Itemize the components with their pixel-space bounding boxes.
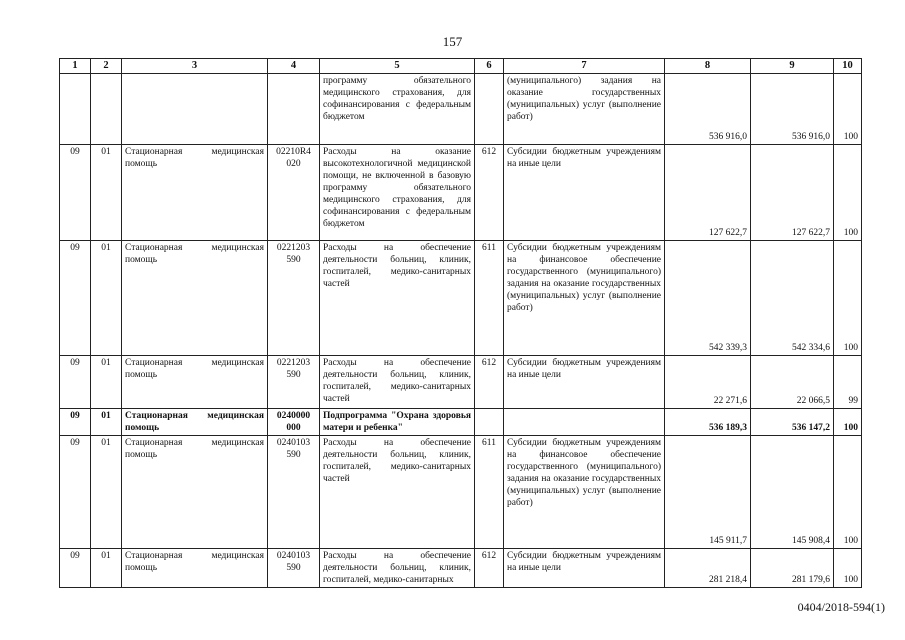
cell-expense-type: 611 bbox=[475, 436, 504, 549]
cell-target-code: 0221203 590 bbox=[268, 356, 320, 409]
table-row bbox=[60, 145, 862, 241]
cell-expense-name: Субсидии бюджетным учреждениям на иные цели bbox=[504, 549, 665, 588]
cell-subsection: 01 bbox=[91, 356, 122, 409]
cell-executed: 127 622,7 bbox=[751, 145, 834, 241]
cell-expense-type bbox=[475, 74, 504, 145]
cell-planned: 127 622,7 bbox=[665, 145, 751, 241]
cell-planned: 281 218,4 bbox=[665, 549, 751, 588]
table-row bbox=[60, 74, 862, 145]
table-row bbox=[60, 356, 862, 409]
cell-name: Стационарная медицинская помощь bbox=[122, 241, 268, 356]
cell-executed: 22 066,5 bbox=[751, 356, 834, 409]
cell-expense-name: Субсидии бюджетным учреждениям на финансовое обеспечение государственного (муниципального) задания на оказание государственных (муниципальных) услуг (выполнение работ) bbox=[504, 241, 665, 356]
cell-planned: 536 189,3 bbox=[665, 409, 751, 436]
cell-percent: 99 bbox=[834, 356, 862, 409]
cell-planned: 145 911,7 bbox=[665, 436, 751, 549]
col-header-9: 9 bbox=[751, 59, 834, 74]
cell-expense-name: Субсидии бюджетным учреждениям на иные цели bbox=[504, 145, 665, 241]
cell-percent: 100 bbox=[834, 145, 862, 241]
cell-name: Стационарная медицинская помощь bbox=[122, 436, 268, 549]
cell-planned: 22 271,6 bbox=[665, 356, 751, 409]
cell-target-name: Расходы на обеспечение деятельности больниц, клиник, госпиталей, медико-санитарных частей bbox=[320, 241, 475, 356]
cell-expense-type: 611 bbox=[475, 241, 504, 356]
cell-target-name: Расходы на оказание высокотехнологичной медицинской помощи, не включенной в базовую программу обязательного медицинского страхования, для софинансирования с федеральным бюджетом bbox=[320, 145, 475, 241]
cell-subsection: 01 bbox=[91, 145, 122, 241]
col-header-10: 10 bbox=[834, 59, 862, 74]
cell-target-code: 0240103 590 bbox=[268, 436, 320, 549]
cell-name bbox=[122, 74, 268, 145]
col-header-8: 8 bbox=[665, 59, 751, 74]
cell-executed: 145 908,4 bbox=[751, 436, 834, 549]
cell-target-code: 0240103 590 bbox=[268, 549, 320, 588]
cell-subsection: 01 bbox=[91, 436, 122, 549]
cell-target-code: 0221203 590 bbox=[268, 241, 320, 356]
table-row-subprogram bbox=[60, 409, 862, 436]
cell-section: 09 bbox=[60, 356, 91, 409]
cell-executed: 542 334,6 bbox=[751, 241, 834, 356]
col-header-7: 7 bbox=[504, 59, 665, 74]
cell-expense-type: 612 bbox=[475, 145, 504, 241]
cell-subsection: 01 bbox=[91, 241, 122, 356]
cell-expense-name: Субсидии бюджетным учреждениям на иные цели bbox=[504, 356, 665, 409]
col-header-4: 4 bbox=[268, 59, 320, 74]
cell-percent: 100 bbox=[834, 74, 862, 145]
cell-percent: 100 bbox=[834, 241, 862, 356]
cell-executed: 536 916,0 bbox=[751, 74, 834, 145]
cell-target-name: Подпрограмма "Охрана здоровья матери и ребенка" bbox=[320, 409, 475, 436]
cell-percent: 100 bbox=[834, 549, 862, 588]
cell-executed: 536 147,2 bbox=[751, 409, 834, 436]
cell-target-name: Расходы на обеспечение деятельности больниц, клиник, госпиталей, медико-санитарных bbox=[320, 549, 475, 588]
cell-name: Стационарная медицинская помощь bbox=[122, 409, 268, 436]
col-header-6: 6 bbox=[475, 59, 504, 74]
cell-expense-type: 612 bbox=[475, 356, 504, 409]
cell-planned: 542 339,3 bbox=[665, 241, 751, 356]
cell-percent: 100 bbox=[834, 409, 862, 436]
page-number: 157 bbox=[442, 34, 463, 49]
document-code: 0404/2018-594(1) bbox=[797, 600, 885, 614]
cell-target-name: Расходы на обеспечение деятельности больниц, клиник, госпиталей, медико-санитарных частей bbox=[320, 356, 475, 409]
cell-section: 09 bbox=[60, 241, 91, 356]
cell-subsection bbox=[91, 74, 122, 145]
cell-expense-name: (муниципального) задания на оказание государственных (муниципальных) услуг (выполнение работ) bbox=[504, 74, 665, 145]
cell-subsection: 01 bbox=[91, 409, 122, 436]
cell-planned: 536 916,0 bbox=[665, 74, 751, 145]
cell-target-name: программу обязательного медицинского страхования, для софинансирования с федеральным бюджетом bbox=[320, 74, 475, 145]
cell-section: 09 bbox=[60, 409, 91, 436]
cell-expense-type: 612 bbox=[475, 549, 504, 588]
cell-target-code bbox=[268, 74, 320, 145]
cell-target-name: Расходы на обеспечение деятельности больниц, клиник, госпиталей, медико-санитарных частей bbox=[320, 436, 475, 549]
cell-percent: 100 bbox=[834, 436, 862, 549]
cell-section: 09 bbox=[60, 145, 91, 241]
col-header-1: 1 bbox=[60, 59, 91, 74]
table-row bbox=[60, 241, 862, 356]
cell-section: 09 bbox=[60, 436, 91, 549]
budget-table bbox=[59, 58, 862, 588]
table-row bbox=[60, 549, 862, 588]
cell-name: Стационарная медицинская помощь bbox=[122, 145, 268, 241]
cell-section bbox=[60, 74, 91, 145]
cell-subsection: 01 bbox=[91, 549, 122, 588]
cell-name: Стационарная медицинская помощь bbox=[122, 549, 268, 588]
cell-expense-type bbox=[475, 409, 504, 436]
cell-target-code: 02210R4 020 bbox=[268, 145, 320, 241]
cell-expense-name: Субсидии бюджетным учреждениям на финансовое обеспечение государственного (муниципального) задания на оказание государственных (муниципальных) услуг (выполнение работ) bbox=[504, 436, 665, 549]
col-header-3: 3 bbox=[122, 59, 268, 74]
cell-target-code: 0240000 000 bbox=[268, 409, 320, 436]
cell-expense-name bbox=[504, 409, 665, 436]
col-header-5: 5 bbox=[320, 59, 475, 74]
cell-executed: 281 179,6 bbox=[751, 549, 834, 588]
cell-name: Стационарная медицинская помощь bbox=[122, 356, 268, 409]
col-header-2: 2 bbox=[91, 59, 122, 74]
table-row bbox=[60, 436, 862, 549]
cell-section: 09 bbox=[60, 549, 91, 588]
header-row bbox=[60, 59, 862, 74]
